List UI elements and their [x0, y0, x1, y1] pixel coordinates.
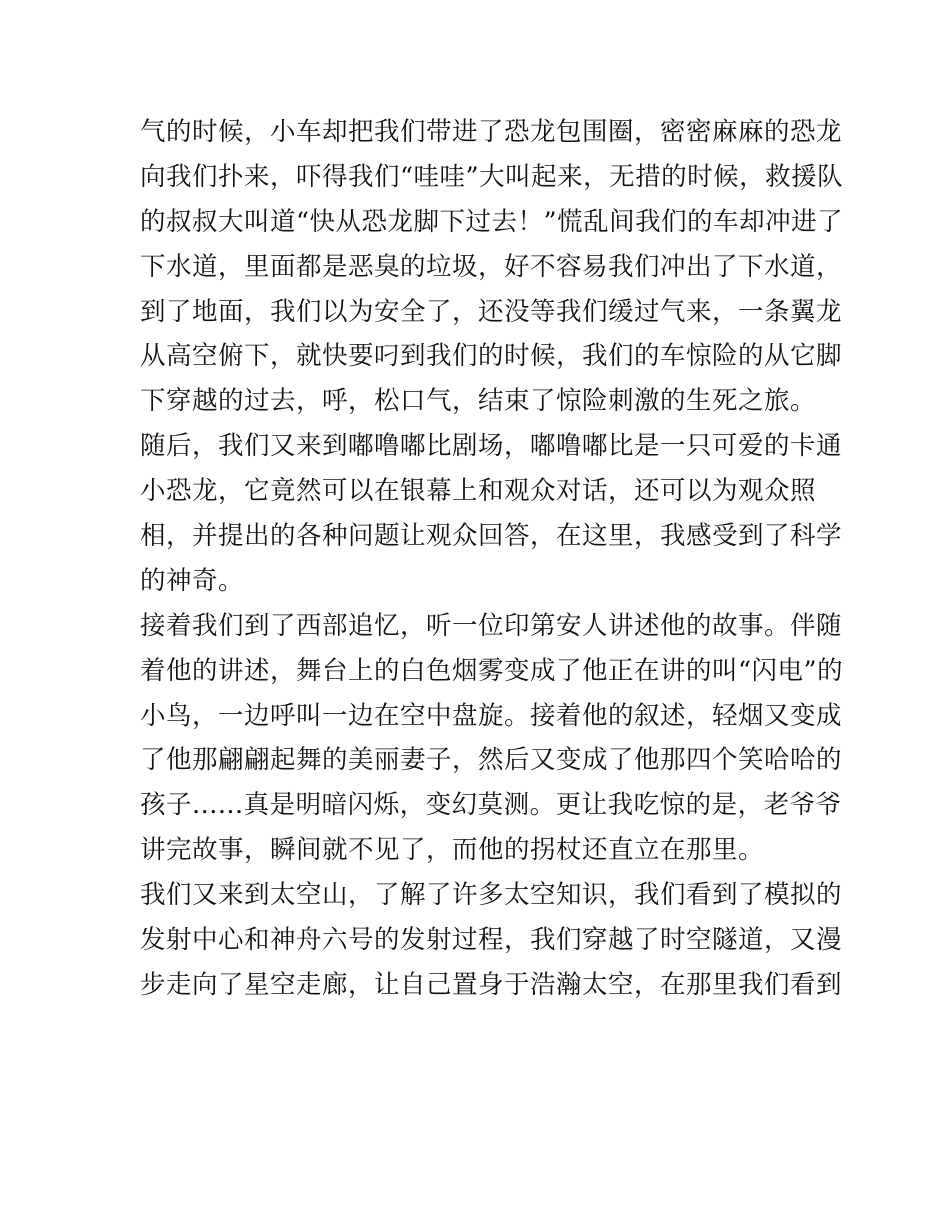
text-line: 步走向了星空走廊，让自己置身于浩瀚太空，在那里我们看到	[140, 969, 843, 1000]
text-line: 孩子......真是明暗闪烁，变幻莫测。更让我吃惊的是，老爷爷	[140, 790, 842, 821]
text-line: 小恐龙，它竟然可以在银幕上和观众对话，还可以为观众照	[140, 476, 817, 507]
text-line: 到了地面，我们以为安全了，还没等我们缓过气来，一条翼龙	[140, 296, 843, 327]
text-line: 了他那翩翩起舞的美丽妻子，然后又变成了他那四个笑哈哈的	[140, 745, 843, 776]
text-line: 相，并提出的各种问题让观众回答，在这里，我感受到了科学	[140, 521, 843, 552]
body-text	[140, 110, 844, 1008]
text-line: 讲完故事，瞬间就不见了，而他的拐杖还直立在那里。	[140, 835, 765, 866]
text-line: 从高空俯下，就快要叼到我们的时候，我们的车惊险的从它脚	[140, 341, 843, 372]
text-line: 着他的讲述，舞台上的白色烟雾变成了他正在讲的叫“闪电”的	[140, 655, 844, 686]
text-line: 发射中心和神舟六号的发射过程，我们穿越了时空隧道，又漫	[140, 925, 843, 956]
text-line: 随后，我们又来到嘟噜嘟比剧场，嘟噜嘟比是一只可爱的卡通	[140, 431, 843, 462]
text-line: 向我们扑来，吓得我们“哇哇”大叫起来，无措的时候，救援队	[140, 161, 844, 192]
text-line: 的叔叔大叫道“快从恐龙脚下过去！”慌乱间我们的车却冲进了	[140, 206, 844, 237]
text-line: 的神奇。	[140, 565, 245, 596]
text-line: 小鸟，一边呼叫一边在空中盘旋。接着他的叙述，轻烟又变成	[140, 700, 843, 731]
text-line: 接着我们到了西部追忆，听一位印第安人讲述他的故事。伴随	[140, 610, 843, 641]
text-line: 下穿越的过去，呼，松口气，结束了惊险刺激的生死之旅。	[140, 386, 817, 417]
text-line: 下水道，里面都是恶臭的垃圾，好不容易我们冲出了下水道，	[140, 251, 843, 282]
text-line: 气的时候，小车却把我们带进了恐龙包围圈，密密麻麻的恐龙	[140, 117, 843, 147]
text-line: 我们又来到太空山，了解了许多太空知识，我们看到了模拟的	[140, 880, 843, 911]
